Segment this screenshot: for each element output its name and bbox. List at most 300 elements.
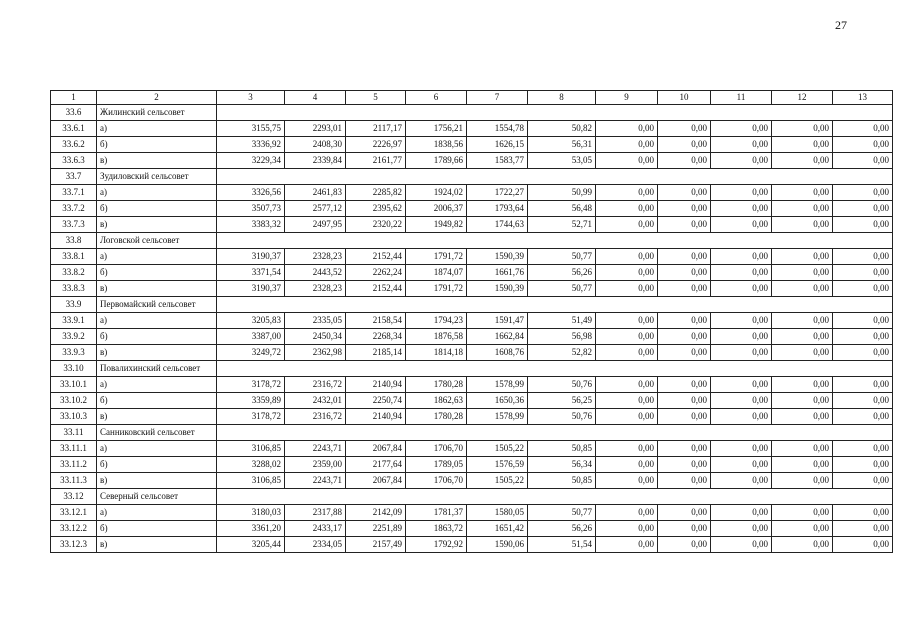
value-cell: 0,00 [596,345,658,361]
value-cell: 2157,49 [346,537,406,553]
section-blank-cell [772,361,833,377]
value-cell: 3249,72 [217,345,285,361]
section-blank-cell [658,297,711,313]
table-row [51,537,893,553]
value-cell: 51,49 [528,313,596,329]
table-row [51,281,893,297]
section-blank-cell [711,361,772,377]
value-cell: 2432,01 [285,393,346,409]
table-row [51,153,893,169]
row-subitem: б) [97,457,217,473]
value-cell: 0,00 [833,457,893,473]
value-cell: 1554,78 [467,121,528,137]
value-cell: 0,00 [658,345,711,361]
section-blank-cell [467,233,528,249]
section-blank-cell [528,169,596,185]
value-cell: 0,00 [658,457,711,473]
section-blank-cell [217,169,285,185]
value-cell: 1791,72 [406,249,467,265]
section-blank-cell [406,297,467,313]
column-header: 4 [285,91,346,105]
row-code: 33.6.3 [51,153,97,169]
section-code: 33.7 [51,169,97,185]
section-row [51,169,893,185]
value-cell: 1924,02 [406,185,467,201]
value-cell: 3178,72 [217,409,285,425]
section-blank-cell [406,489,467,505]
value-cell: 0,00 [658,393,711,409]
value-cell: 2152,44 [346,281,406,297]
value-cell: 0,00 [596,393,658,409]
section-blank-cell [658,425,711,441]
section-title: Северный сельсовет [97,489,217,505]
value-cell: 2142,09 [346,505,406,521]
section-blank-cell [346,489,406,505]
section-row [51,489,893,505]
value-cell: 2268,34 [346,329,406,345]
section-blank-cell [596,105,658,121]
table-row [51,249,893,265]
value-cell: 2158,54 [346,313,406,329]
value-cell: 0,00 [711,345,772,361]
section-blank-cell [217,233,285,249]
row-subitem: а) [97,249,217,265]
row-subitem: а) [97,185,217,201]
section-blank-cell [596,169,658,185]
value-cell: 0,00 [833,185,893,201]
value-cell: 0,00 [596,505,658,521]
value-cell: 0,00 [772,393,833,409]
value-cell: 2408,30 [285,137,346,153]
section-row [51,233,893,249]
value-cell: 50,76 [528,409,596,425]
column-header: 6 [406,91,467,105]
value-cell: 1874,07 [406,265,467,281]
section-blank-cell [528,105,596,121]
value-cell: 3155,75 [217,121,285,137]
value-cell: 1744,63 [467,217,528,233]
table-row [51,185,893,201]
value-cell: 1661,76 [467,265,528,281]
value-cell: 3359,89 [217,393,285,409]
value-cell: 0,00 [711,393,772,409]
value-cell: 0,00 [658,409,711,425]
value-cell: 1862,63 [406,393,467,409]
value-cell: 2316,72 [285,409,346,425]
section-blank-cell [467,169,528,185]
value-cell: 2243,71 [285,473,346,489]
value-cell: 2395,62 [346,201,406,217]
row-code: 33.9.2 [51,329,97,345]
value-cell: 0,00 [711,505,772,521]
value-cell: 0,00 [596,457,658,473]
value-cell: 0,00 [833,201,893,217]
table-row [51,121,893,137]
section-blank-cell [285,105,346,121]
value-cell: 1791,72 [406,281,467,297]
value-cell: 2316,72 [285,377,346,393]
value-cell: 1789,05 [406,457,467,473]
value-cell: 0,00 [596,121,658,137]
value-cell: 0,00 [772,457,833,473]
column-header: 13 [833,91,893,105]
row-subitem: б) [97,393,217,409]
value-cell: 1591,47 [467,313,528,329]
row-subitem: в) [97,153,217,169]
row-code: 33.9.1 [51,313,97,329]
value-cell: 0,00 [596,329,658,345]
value-cell: 2226,97 [346,137,406,153]
row-code: 33.10.2 [51,393,97,409]
section-blank-cell [346,361,406,377]
section-blank-cell [772,297,833,313]
value-cell: 1608,76 [467,345,528,361]
value-cell: 0,00 [772,153,833,169]
value-cell: 0,00 [772,281,833,297]
value-cell: 1706,70 [406,441,467,457]
row-subitem: а) [97,121,217,137]
value-cell: 0,00 [833,393,893,409]
value-cell: 1583,77 [467,153,528,169]
value-cell: 53,05 [528,153,596,169]
value-cell: 0,00 [833,217,893,233]
row-code: 33.8.1 [51,249,97,265]
value-cell: 1838,56 [406,137,467,153]
section-row [51,297,893,313]
value-cell: 1794,23 [406,313,467,329]
table-row [51,345,893,361]
value-cell: 3106,85 [217,441,285,457]
section-blank-cell [467,489,528,505]
section-blank-cell [711,489,772,505]
value-cell: 0,00 [711,137,772,153]
table-row [51,457,893,473]
column-header: 10 [658,91,711,105]
section-blank-cell [772,489,833,505]
row-code: 33.12.1 [51,505,97,521]
row-code: 33.7.1 [51,185,97,201]
column-header: 1 [51,91,97,105]
value-cell: 2433,17 [285,521,346,537]
section-blank-cell [596,233,658,249]
row-subitem: а) [97,313,217,329]
value-cell: 1650,36 [467,393,528,409]
page-number: 27 [835,18,847,32]
section-blank-cell [772,233,833,249]
value-cell: 1756,21 [406,121,467,137]
section-blank-cell [528,425,596,441]
value-cell: 0,00 [711,377,772,393]
section-blank-cell [217,105,285,121]
table-row [51,505,893,521]
value-cell: 3229,34 [217,153,285,169]
value-cell: 0,00 [772,249,833,265]
value-cell: 0,00 [711,121,772,137]
value-cell: 0,00 [658,281,711,297]
value-cell: 0,00 [596,441,658,457]
value-cell: 0,00 [833,473,893,489]
row-subitem: в) [97,537,217,553]
value-cell: 2262,24 [346,265,406,281]
value-cell: 2140,94 [346,409,406,425]
section-blank-cell [833,297,893,313]
value-cell: 0,00 [658,137,711,153]
table-row [51,441,893,457]
value-cell: 0,00 [772,441,833,457]
section-blank-cell [528,489,596,505]
table-body [51,91,893,553]
value-cell: 0,00 [772,537,833,553]
row-subitem: б) [97,137,217,153]
value-cell: 56,26 [528,265,596,281]
value-cell: 56,48 [528,201,596,217]
section-blank-cell [711,105,772,121]
value-cell: 2497,95 [285,217,346,233]
value-cell: 0,00 [772,329,833,345]
section-blank-cell [711,233,772,249]
value-cell: 0,00 [833,313,893,329]
section-blank-cell [658,489,711,505]
section-blank-cell [772,425,833,441]
value-cell: 50,76 [528,377,596,393]
value-cell: 1814,18 [406,345,467,361]
value-cell: 50,85 [528,473,596,489]
section-blank-cell [528,361,596,377]
value-cell: 0,00 [833,521,893,537]
value-cell: 0,00 [658,473,711,489]
value-cell: 2161,77 [346,153,406,169]
section-blank-cell [346,233,406,249]
value-cell: 3288,02 [217,457,285,473]
value-cell: 1590,39 [467,281,528,297]
value-cell: 3180,03 [217,505,285,521]
column-header: 11 [711,91,772,105]
section-blank-cell [833,105,893,121]
row-subitem: в) [97,473,217,489]
value-cell: 0,00 [772,409,833,425]
row-code: 33.11.3 [51,473,97,489]
value-cell: 1792,92 [406,537,467,553]
value-cell: 0,00 [596,377,658,393]
row-code: 33.12.3 [51,537,97,553]
value-cell: 3326,56 [217,185,285,201]
value-cell: 0,00 [833,249,893,265]
row-subitem: в) [97,217,217,233]
value-cell: 2293,01 [285,121,346,137]
value-cell: 2334,05 [285,537,346,553]
value-cell: 1863,72 [406,521,467,537]
section-blank-cell [467,361,528,377]
value-cell: 0,00 [596,201,658,217]
row-subitem: б) [97,201,217,217]
value-cell: 3205,44 [217,537,285,553]
column-header: 7 [467,91,528,105]
column-header: 8 [528,91,596,105]
value-cell: 3178,72 [217,377,285,393]
section-title: Жилинский сельсовет [97,105,217,121]
value-cell: 0,00 [772,121,833,137]
section-title: Повалихинский сельсовет [97,361,217,377]
value-cell: 50,82 [528,121,596,137]
value-cell: 1578,99 [467,377,528,393]
table-row [51,473,893,489]
value-cell: 0,00 [658,249,711,265]
section-blank-cell [467,297,528,313]
value-cell: 2152,44 [346,249,406,265]
value-cell: 0,00 [711,249,772,265]
value-cell: 1651,42 [467,521,528,537]
value-cell: 3205,83 [217,313,285,329]
row-subitem: а) [97,441,217,457]
value-cell: 0,00 [711,153,772,169]
value-cell: 1706,70 [406,473,467,489]
value-cell: 0,00 [596,249,658,265]
value-cell: 50,77 [528,505,596,521]
section-title: Логовской сельсовет [97,233,217,249]
row-code: 33.6.2 [51,137,97,153]
section-blank-cell [467,425,528,441]
value-cell: 0,00 [711,457,772,473]
value-cell: 0,00 [596,185,658,201]
section-blank-cell [658,361,711,377]
value-cell: 2443,52 [285,265,346,281]
value-cell: 0,00 [658,505,711,521]
row-subitem: в) [97,281,217,297]
section-blank-cell [596,297,658,313]
section-title: Первомайский сельсовет [97,297,217,313]
section-blank-cell [833,361,893,377]
value-cell: 1590,39 [467,249,528,265]
value-cell: 0,00 [711,441,772,457]
value-cell: 2328,23 [285,249,346,265]
value-cell: 1626,15 [467,137,528,153]
value-cell: 0,00 [833,537,893,553]
section-blank-cell [528,233,596,249]
value-cell: 56,98 [528,329,596,345]
section-code: 33.6 [51,105,97,121]
value-cell: 0,00 [596,217,658,233]
value-cell: 3387,00 [217,329,285,345]
section-blank-cell [346,425,406,441]
table-row [51,201,893,217]
value-cell: 0,00 [658,185,711,201]
value-cell: 0,00 [658,329,711,345]
section-row [51,361,893,377]
value-cell: 0,00 [596,153,658,169]
section-blank-cell [406,233,467,249]
row-code: 33.10.3 [51,409,97,425]
value-cell: 0,00 [772,185,833,201]
section-blank-cell [772,169,833,185]
value-cell: 0,00 [596,409,658,425]
value-cell: 56,31 [528,137,596,153]
value-cell: 1780,28 [406,409,467,425]
value-cell: 0,00 [772,473,833,489]
value-cell: 3383,32 [217,217,285,233]
value-cell: 0,00 [596,313,658,329]
column-header-row [51,91,893,105]
value-cell: 0,00 [596,265,658,281]
section-blank-cell [285,425,346,441]
section-blank-cell [658,233,711,249]
section-blank-cell [833,233,893,249]
value-cell: 0,00 [658,377,711,393]
value-cell: 0,00 [711,313,772,329]
value-cell: 0,00 [833,137,893,153]
column-header: 3 [217,91,285,105]
value-cell: 2067,84 [346,441,406,457]
value-cell: 0,00 [833,345,893,361]
value-cell: 0,00 [772,345,833,361]
tariff-table [50,90,893,553]
section-blank-cell [658,105,711,121]
section-title: Санниковский сельсовет [97,425,217,441]
value-cell: 0,00 [596,137,658,153]
row-code: 33.11.2 [51,457,97,473]
value-cell: 2320,22 [346,217,406,233]
table-row [51,217,893,233]
value-cell: 0,00 [711,185,772,201]
value-cell: 0,00 [596,281,658,297]
section-blank-cell [596,425,658,441]
value-cell: 0,00 [658,537,711,553]
row-subitem: б) [97,521,217,537]
value-cell: 1949,82 [406,217,467,233]
value-cell: 50,77 [528,249,596,265]
value-cell: 0,00 [772,313,833,329]
row-subitem: в) [97,409,217,425]
section-blank-cell [467,105,528,121]
section-blank-cell [406,425,467,441]
section-code: 33.12 [51,489,97,505]
value-cell: 1590,06 [467,537,528,553]
value-cell: 2243,71 [285,441,346,457]
value-cell: 1662,84 [467,329,528,345]
table-row [51,265,893,281]
value-cell: 0,00 [772,217,833,233]
value-cell: 3106,85 [217,473,285,489]
value-cell: 2251,89 [346,521,406,537]
table-row [51,329,893,345]
row-code: 33.10.1 [51,377,97,393]
value-cell: 2339,84 [285,153,346,169]
value-cell: 0,00 [833,265,893,281]
section-blank-cell [217,425,285,441]
value-cell: 0,00 [711,409,772,425]
value-cell: 2461,83 [285,185,346,201]
section-code: 33.10 [51,361,97,377]
value-cell: 50,77 [528,281,596,297]
row-subitem: а) [97,505,217,521]
section-blank-cell [833,425,893,441]
value-cell: 0,00 [711,265,772,281]
value-cell: 50,85 [528,441,596,457]
section-code: 33.9 [51,297,97,313]
value-cell: 52,82 [528,345,596,361]
value-cell: 2359,00 [285,457,346,473]
value-cell: 1505,22 [467,473,528,489]
section-blank-cell [285,361,346,377]
row-code: 33.8.2 [51,265,97,281]
value-cell: 0,00 [658,441,711,457]
value-cell: 0,00 [711,281,772,297]
value-cell: 0,00 [711,473,772,489]
value-cell: 56,34 [528,457,596,473]
row-code: 33.7.3 [51,217,97,233]
section-blank-cell [658,169,711,185]
column-header: 5 [346,91,406,105]
section-blank-cell [711,169,772,185]
